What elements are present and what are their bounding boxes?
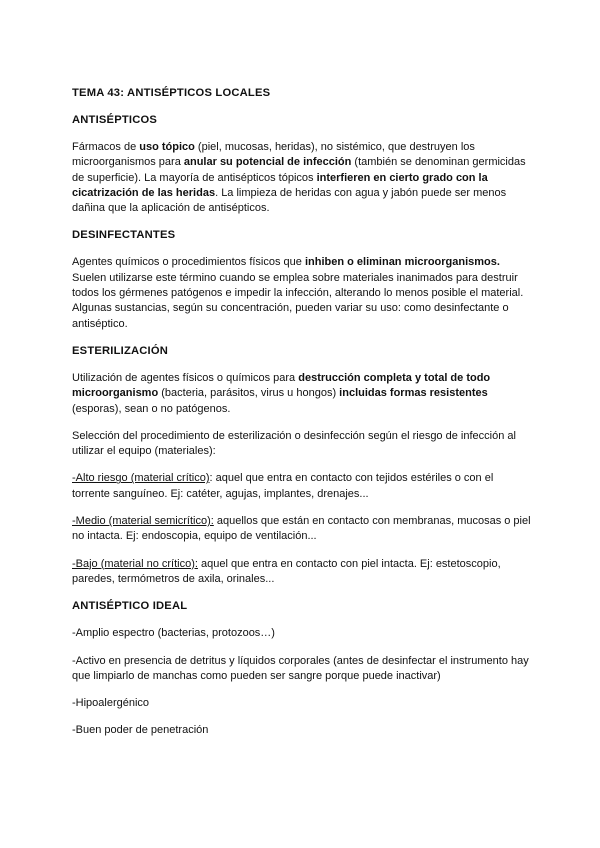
text: . La limpieza de heridas con agua y jabón puede ser menos dañina que la aplicación de antisépticos. (72, 186, 507, 215)
list-item: -Buen poder de penetración (72, 724, 209, 737)
text: (piel, mucosas, heridas), no sistémico, que destruyen los microorganismos para (72, 141, 475, 169)
bold-text: uso tópico (139, 141, 195, 153)
risk-text: aquel que entra en contacto con piel intacta. Ej: estetoscopio, paredes, termómetros de axila, orinales... (72, 557, 501, 585)
text: Utilización de agentes físicos o químicos para (72, 371, 299, 384)
text: Suelen utilizarse este término cuando se emplea sobre materiales inanimados para destruir todos los gérmenes patógenos e impedir la infección, alterando lo menos posible el material. Algunas sustancias, según su concentración, pueden variar su uso: como desinfectante o antiséptico. (72, 271, 524, 330)
risk-medium (72, 514, 532, 545)
bold-text: incluidas formas resistentes (339, 387, 488, 400)
risk-low (72, 557, 532, 588)
bold-text: destrucción completa y total de todo microorganismo (72, 371, 491, 400)
text: (también se denominan germicidas de superficie). La mayoría de antisépticos tópicos (72, 156, 526, 184)
heading-antiseptico-ideal: ANTISÉPTICO IDEAL (72, 600, 188, 613)
document-body (72, 86, 532, 739)
bold-text: interfieren en cierto grado con la cicatrización de las heridas (72, 171, 488, 199)
paragraph-desinfectantes (72, 255, 532, 331)
text: (esporas), sean o no patógenos. (72, 402, 231, 415)
text: (bacteria, parásitos, virus u hongos) (158, 387, 340, 400)
paragraph-esterilizacion (72, 371, 532, 417)
bold-text: anular su potencial de infección (183, 156, 352, 169)
paragraph-antisepticos (72, 140, 532, 216)
risk-high (72, 471, 532, 502)
risk-text: aquellos que están en contacto con membranas, mucosas o piel no intacta. Ej: endoscopia, equipo de ventilación... (72, 515, 531, 543)
bold-text: inhiben o eliminan microorganismos. (304, 256, 500, 269)
list-item: -Amplio espectro (bacterias, protozoos…) (72, 627, 275, 640)
risk-text: : aquel que entra en contacto con tejidos estériles o con el torrente sanguíneo. Ej: catéter, agujas, implantes, drenajes... (72, 472, 494, 500)
heading-desinfectantes: DESINFECTANTES (72, 229, 176, 242)
list-item: -Hipoalergénico (72, 697, 150, 710)
list-item: -Activo en presencia de detritus y líquidos corporales (antes de desinfectar el instrumento hay que limpiarlo de manchas como pueden ser sangre porque puede inactivar) (72, 654, 529, 682)
text: Fármacos de (72, 141, 140, 153)
heading-esterilizacion: ESTERILIZACIÓN (72, 344, 169, 357)
risk-label: -Alto riesgo (material crítico) (72, 472, 210, 485)
risk-label: -Bajo (material no crítico): (72, 557, 198, 570)
page-title: TEMA 43: ANTISÉPTICOS LOCALES (72, 87, 271, 99)
text: Agentes químicos o procedimientos físicos que (72, 256, 305, 269)
risk-label: -Medio (material semicrítico): (72, 515, 214, 528)
paragraph-seleccion: Selección del procedimiento de esterilización o desinfección según el riesgo de infección al utilizar el equipo (materiales): (72, 429, 516, 458)
heading-antisepticos: ANTISÉPTICOS (72, 114, 158, 126)
